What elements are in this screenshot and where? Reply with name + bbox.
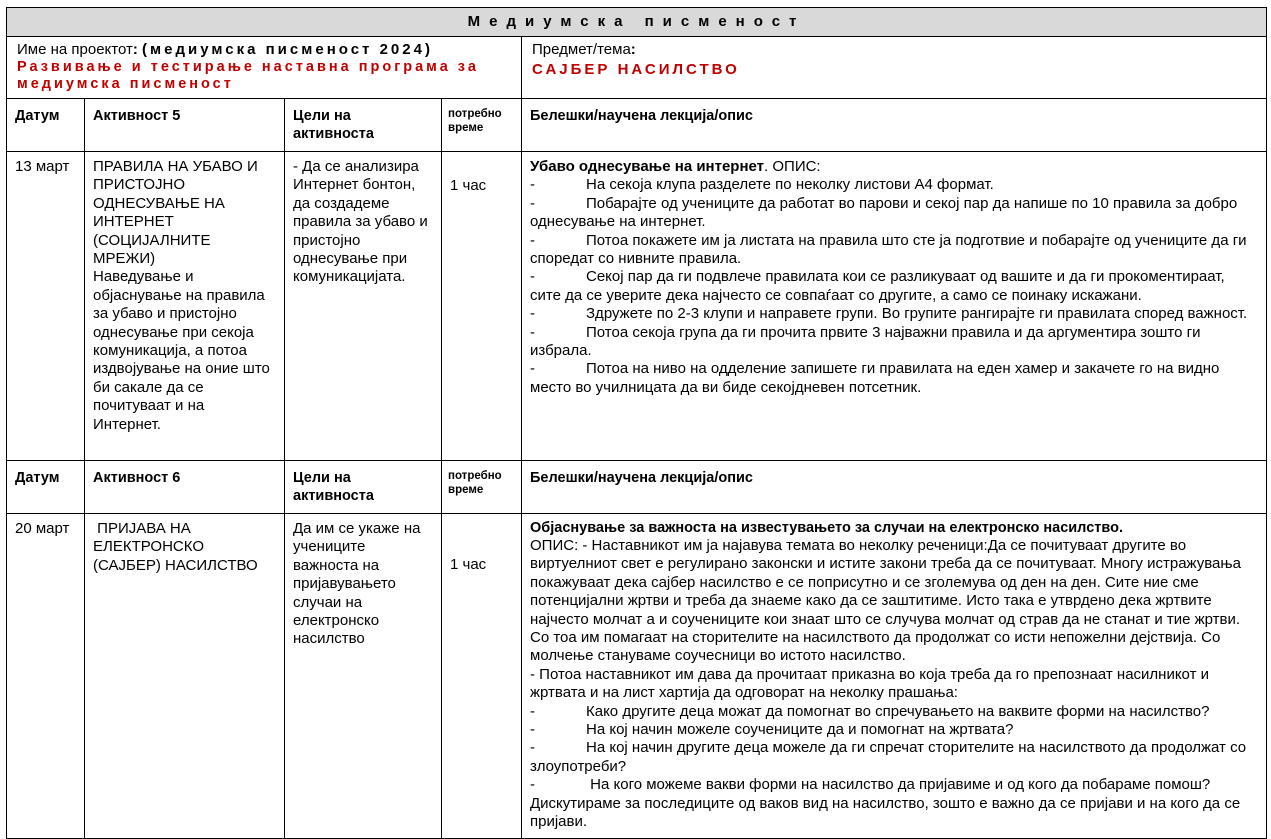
list-item: - Потоа на ниво на одделение запишете ги правилата на еден хамер и закачете го на видно место во училницата да ви биде секојдневен потсетник.	[530, 360, 1220, 396]
list-item: - Потоа покажете им ја листата на правила што сте ја подготвие и побарајте од учениците да ги споредат со нивните правила.	[530, 231, 1247, 268]
lesson-plan-sheet	[6, 7, 1266, 839]
list-item: - Секој пар да ги подвлече правилата кои се разликуваат од вашите и да ги прокоментираат, сите да се уверите дека најчесто се совпаѓаат со другите, а само се поинаку искажани.	[530, 268, 1225, 304]
activity-6-notes-task: - Потоа наставникот им дава да прочитаат приказна во која треба да го препознаат насилникот и жртвата и на лист хартија да одговорат на неколку прашања:	[530, 665, 1209, 702]
activity-5-cell	[85, 152, 285, 461]
activity-5-notes	[522, 152, 1267, 461]
activity-5-date: 13 март	[7, 152, 85, 461]
activity-5-goals: - Да се анализира Интернет бонтон, да создадеме правила за убаво и пристојно однесување при комуникацијата.	[285, 152, 442, 461]
activity-5-row	[7, 152, 1267, 461]
lesson-plan-table	[6, 7, 1267, 839]
list-item: - Потоа секоја група да ги прочита првите 3 најважни правила и да аргументира зошто ги избрала.	[530, 323, 1201, 360]
subject-value: САЈБЕР НАСИЛСТВО	[532, 61, 740, 78]
list-item: - Како другите деца можат да помогнат во спречувањето на ваквите форми на насилство?	[530, 702, 1210, 720]
col-header-goals: Цели на активноста	[285, 99, 442, 152]
activity-5-notes-lead: Убаво однесување на интернет. ОПИС:	[530, 158, 821, 175]
col-header-notes: Белешки/научена лекција/опис	[522, 99, 1267, 152]
project-label: Име на проектот	[17, 41, 133, 58]
project-row	[7, 37, 1267, 99]
col-header-date: Датум	[7, 461, 85, 514]
document-title: Медиумска писменост	[7, 8, 1267, 37]
project-description: Развивање и тестирање наставна програма за медиумска писменост	[17, 59, 479, 92]
project-cell	[7, 37, 522, 99]
activity-5-header-row	[7, 99, 1267, 152]
col-header-goals: Цели на активноста	[285, 461, 442, 514]
col-header-date: Датум	[7, 99, 85, 152]
list-item: - Побарајте од учениците да работат во парови и секој пар да напише по 10 правила за добро однесување на интернет.	[530, 194, 1238, 231]
title-row	[7, 8, 1267, 37]
activity-6-row	[7, 514, 1267, 839]
list-item: - На кого можеме вакви форми на насилство да пријавиме и од кого да побараме помош?	[530, 776, 1211, 794]
subject-cell	[522, 37, 1267, 99]
project-colon: :	[132, 41, 138, 58]
activity-6-notes-discussion: Дискутираме за последиците од ваков вид на насилство, зошто е важно да се пријави и на кого да се пријави.	[530, 794, 1241, 831]
activity-5-description: Наведување и објаснување на правила за убаво и пристојно однесување при секоја комуникација, а потоа издвојување на оние што би сакале да се почитуваат и на Интернет.	[93, 268, 270, 433]
list-item: - На кој начин другите деца можеле да ги спречат сторителите на насилството да продолжат со злоупотреби?	[530, 739, 1247, 775]
activity-6-goals: Да им се укаже на учениците важноста на пријавувањето случаи на електронско насилство	[285, 514, 442, 839]
col-header-time: потребно време	[442, 461, 522, 514]
activity-6-notes-intro: ОПИС: - Наставникот им ја најавува темата во неколку реченици:Да се почитуваат другите во виртуелниот свет е регулирано законски и истите закони треба да се почитуваат. Многу истражувања покажуваат дека сајбер насилство е се поприсутно и се зголемува од ден на ден. Сите ние сме потенцијални жртви и треба да знаеме како да се заштитиме. Исто така е утврдено дека жртвите најчесто молчат а и соучениците кои знаат што се случува молчат од страв да не станат и тие жртви. Со тоа им помагаат на сторителите на насилството да продолжат со исти непожелни дејствија. Со молчење стануваме соучесници во истото насилство.	[530, 537, 1241, 665]
list-item: - На секоја клупа разделете по неколку листови А4 формат.	[530, 176, 994, 194]
activity-6-title: ПРИЈАВА НА ЕЛЕКТРОНСКО (САЈБЕР) НАСИЛСТВО	[85, 514, 285, 839]
activity-6-date: 20 март	[7, 514, 85, 839]
activity-5-title: ПРАВИЛА НА УБАВО И ПРИСТОЈНО ОДНЕСУВАЊЕ НА ИНТЕРНЕТ (СОЦИЈАЛНИТЕ МРЕЖИ)	[93, 158, 258, 268]
activity-6-notes	[522, 514, 1267, 839]
activity-6-notes-lead: Објаснување за важноста на известувањето за случаи на електронско насилство.	[530, 520, 1123, 536]
subject-label: Предмет/тема	[532, 41, 631, 58]
col-header-time: потребно време	[442, 99, 522, 152]
project-value: (медиумска писменост 2024)	[142, 41, 433, 58]
col-header-activity: Активност 6	[85, 461, 285, 514]
activity-6-time: 1 час	[442, 514, 522, 839]
list-item: - Здружете по 2-3 клупи и направете групи. Во групите рангирајте ги правилата според важност.	[530, 305, 1248, 323]
activity-6-header-row	[7, 461, 1267, 514]
list-item: - На кој начин можеле соучениците да и помогнат на жртвата?	[530, 721, 1014, 739]
subject-colon: :	[630, 41, 636, 58]
col-header-notes: Белешки/научена лекција/опис	[522, 461, 1267, 514]
activity-5-time: 1 час	[442, 152, 522, 461]
col-header-activity: Активност 5	[85, 99, 285, 152]
